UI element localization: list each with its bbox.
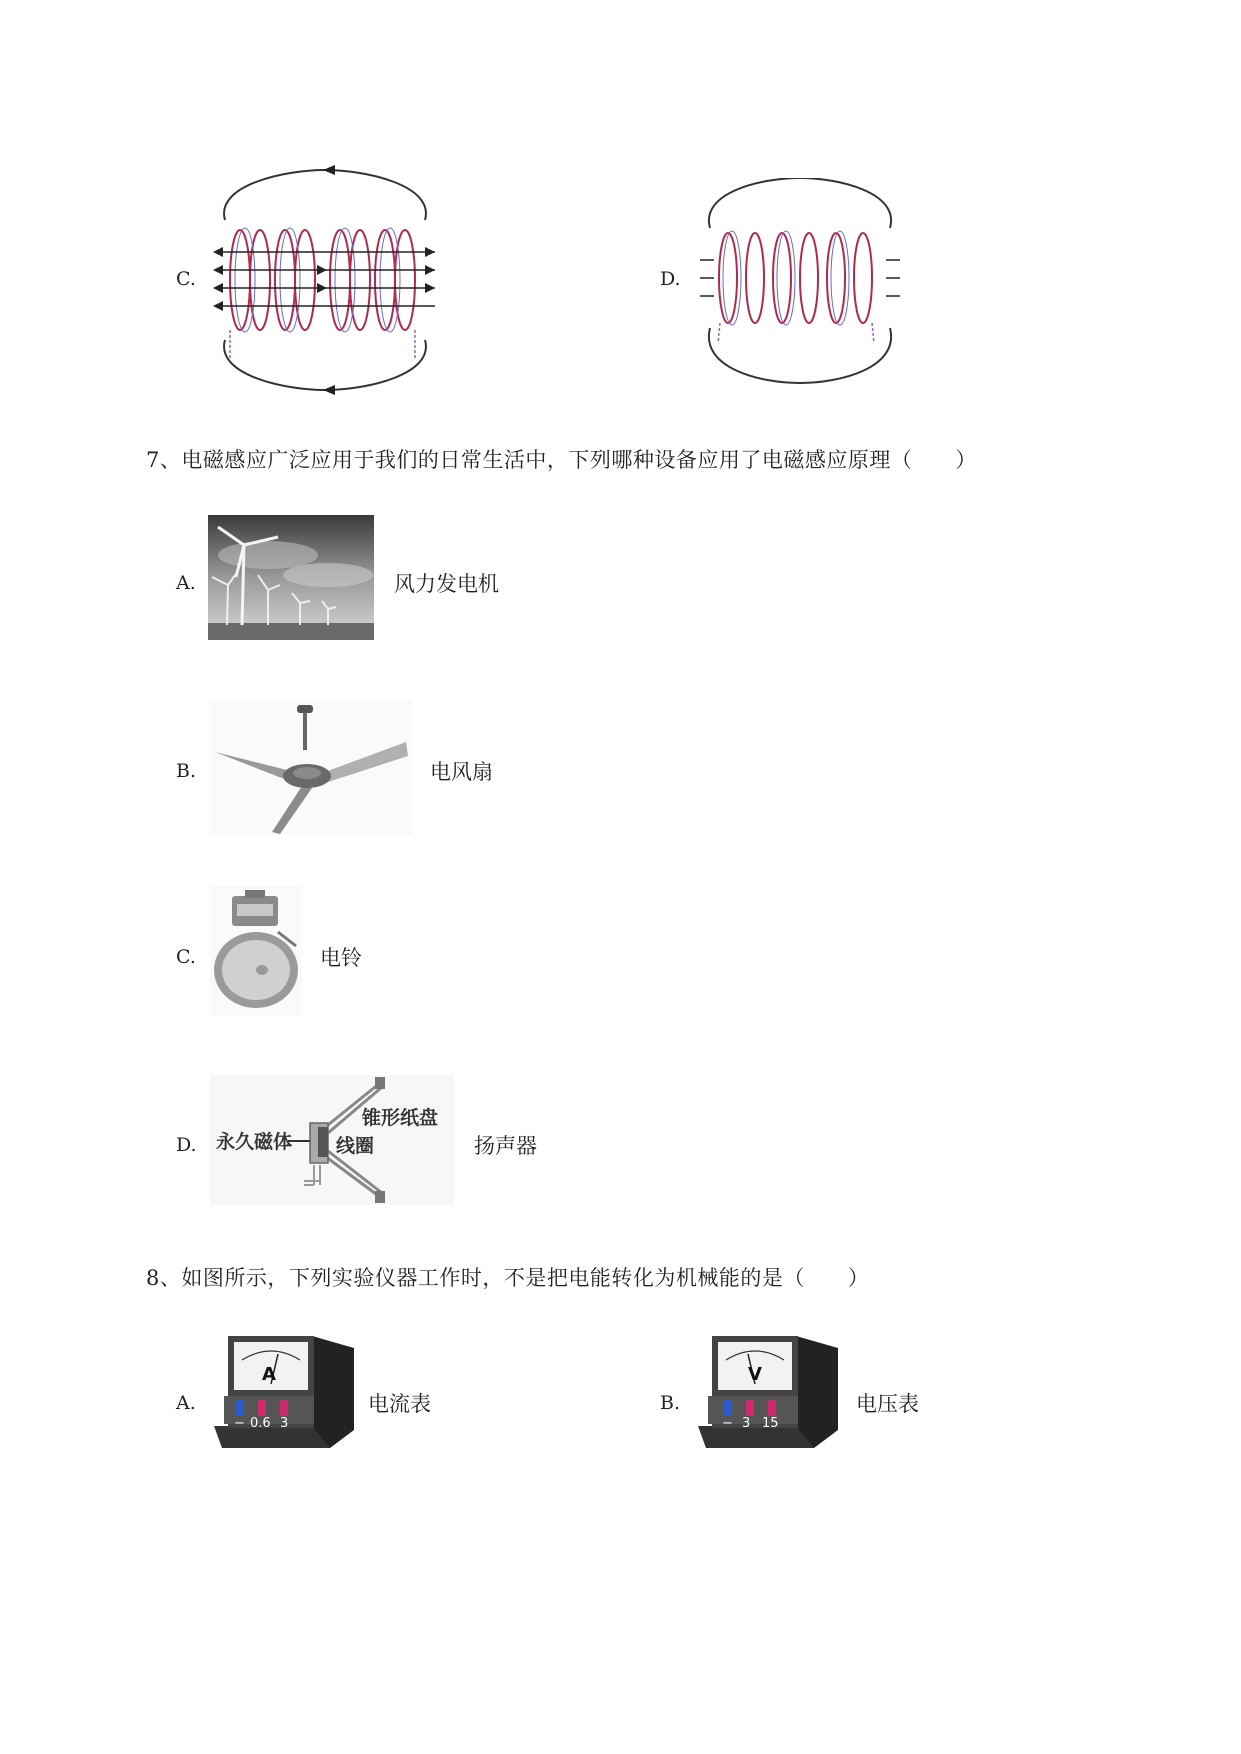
voltmeter-terminal-15: 15	[762, 1416, 779, 1431]
magnet-label: 永久磁体	[216, 1131, 293, 1153]
ceiling-fan-photo	[210, 700, 412, 835]
q7-option-d-caption: 扬声器	[474, 1134, 537, 1158]
q7-option-c-caption: 电铃	[320, 946, 362, 970]
coil-label: 线圈	[336, 1135, 375, 1157]
electric-bell-photo	[210, 886, 302, 1016]
q8-option-a-letter: A.	[176, 1392, 196, 1414]
q8-option-b-letter: B.	[660, 1392, 681, 1414]
ammeter-photo	[212, 1330, 362, 1450]
q7-question-text: 7、电磁感应广泛应用于我们的日常生活中，下列哪种设备应用了电磁感应原理（ ）	[146, 448, 977, 472]
q7-option-b-caption: 电风扇	[430, 760, 493, 784]
voltmeter-photo	[696, 1330, 846, 1450]
q8-question-text: 8、如图所示，下列实验仪器工作时，不是把电能转化为机械能的是（ ）	[146, 1266, 870, 1290]
q7-option-a-letter: A.	[176, 572, 196, 594]
ammeter-terminal-06: 0.6	[250, 1416, 271, 1431]
q7-option-b-letter: B.	[176, 760, 197, 782]
cone-label: 锥形纸盘	[362, 1107, 439, 1129]
q7-option-c-letter: C.	[176, 946, 196, 968]
voltmeter-terminal-3: 3	[742, 1416, 751, 1431]
q8-option-a-caption: 电流表	[368, 1392, 431, 1416]
ammeter-symbol: A	[262, 1364, 276, 1385]
q8-option-b-caption: 电压表	[856, 1392, 919, 1416]
q7-option-d-letter: D.	[176, 1134, 197, 1156]
wind-turbine-photo	[208, 515, 374, 640]
q6-option-d-letter: D.	[660, 268, 681, 290]
solenoid-d-figure	[700, 178, 900, 388]
ammeter-terminal-3: 3	[280, 1416, 289, 1431]
solenoid-c-figure	[205, 160, 445, 400]
loudspeaker-diagram	[210, 1075, 454, 1205]
q7-option-a-caption: 风力发电机	[394, 572, 499, 596]
voltmeter-terminal-neg: −	[722, 1416, 733, 1431]
ammeter-terminal-neg: −	[234, 1416, 245, 1431]
voltmeter-symbol: V	[748, 1364, 762, 1385]
q6-option-c-letter: C.	[176, 268, 196, 290]
